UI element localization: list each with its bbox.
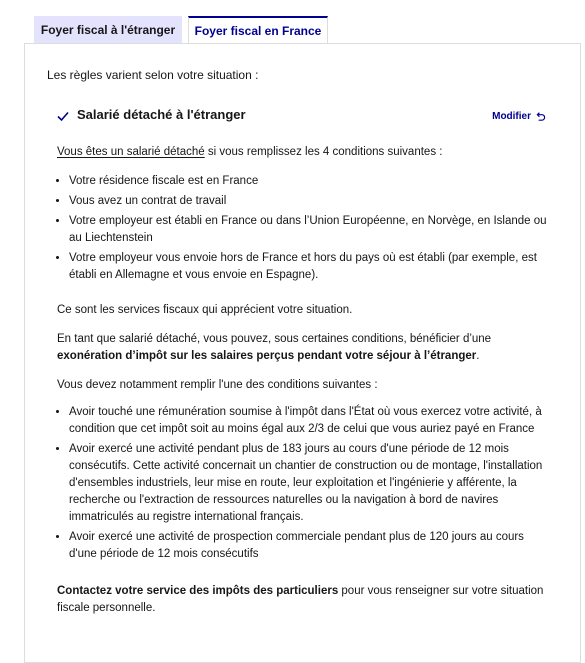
contact-bold: Contactez votre service des impôts des particuliers [57, 585, 339, 597]
intro-text: Les règles varient selon votre situation : [47, 68, 259, 82]
contact-text: Contactez votre service des impôts des particuliers pour vous renseigner sur votre situation fiscale personnelle. [57, 585, 544, 614]
modify-label: Modifier [492, 111, 531, 122]
conditions-list [57, 173, 549, 284]
list-item: • Avoir exercé une activité de prospection commerciale pendant plus de 120 jours au cours d'une période de 12 mois consécutifs [69, 529, 549, 563]
tab-bar [34, 16, 328, 44]
exoneration-conditions-list [57, 404, 549, 563]
modify-button[interactable] [492, 111, 546, 122]
check-icon [56, 109, 70, 123]
list-item: • Votre employeur est établi en France ou dans l’Union Européenne, en Norvège, en Islande ou au Liechtenstein [69, 213, 549, 247]
list-item: • Votre résidence fiscale est en France [69, 173, 549, 190]
exoneration-bold: exonération d’impôt sur les salaires perçus pendant votre séjour à l’étranger [57, 350, 477, 362]
section-content [57, 144, 549, 617]
conditions-intro: Vous êtes un salarié détaché si vous remplissez les 4 conditions suivantes : [57, 146, 443, 158]
tab-panel [24, 43, 581, 663]
tab-foyer-fiscal-france[interactable]: Foyer fiscal en France [188, 16, 328, 44]
list-item: • Votre employeur vous envoie hors de France et hors du pays où est établi (par exemple, est établi en Allemagne et vous envoie en Espagne). [69, 250, 549, 284]
remplir-text: Vous devez notamment remplir l'une des conditions suivantes : [57, 379, 378, 391]
section-header [56, 106, 556, 126]
list-item: • Avoir touché une rémunération soumise à l'impôt dans l'État où vous exercez votre activité, à condition que cet impôt soit au moins égal aux 2/3 de celui que vous auriez payé en France [69, 404, 549, 438]
services-text: Ce sont les services fiscaux qui apprécient votre situation. [57, 304, 353, 316]
exoneration-text: En tant que salarié détaché, vous pouvez, sous certaines conditions, bénéficier d’une exonération d’impôt sur les salaires perçus pendant votre séjour à l’étranger. [57, 333, 492, 362]
salarie-detache-link[interactable]: Vous êtes un salarié détaché [57, 146, 205, 158]
list-item: • Vous avez un contrat de travail [69, 193, 549, 210]
undo-arrow-icon [535, 111, 546, 122]
section-title: Salarié détaché à l'étranger [77, 107, 246, 122]
tab-foyer-fiscal-etranger[interactable]: Foyer fiscal à l'étranger [34, 16, 182, 44]
list-item: • Avoir exercé une activité pendant plus de 183 jours au cours d'une période de 12 mois consécutifs. Cette activité concernait un chantier de construction ou de montage, l'installation d'ensembles industriels, leur mise en route, leur exploitation et l'ingénierie y afférente, la recherche ou l'extraction de ressources naturelles ou la navigation à bord de navires immatriculés au registre international français. [69, 441, 549, 526]
